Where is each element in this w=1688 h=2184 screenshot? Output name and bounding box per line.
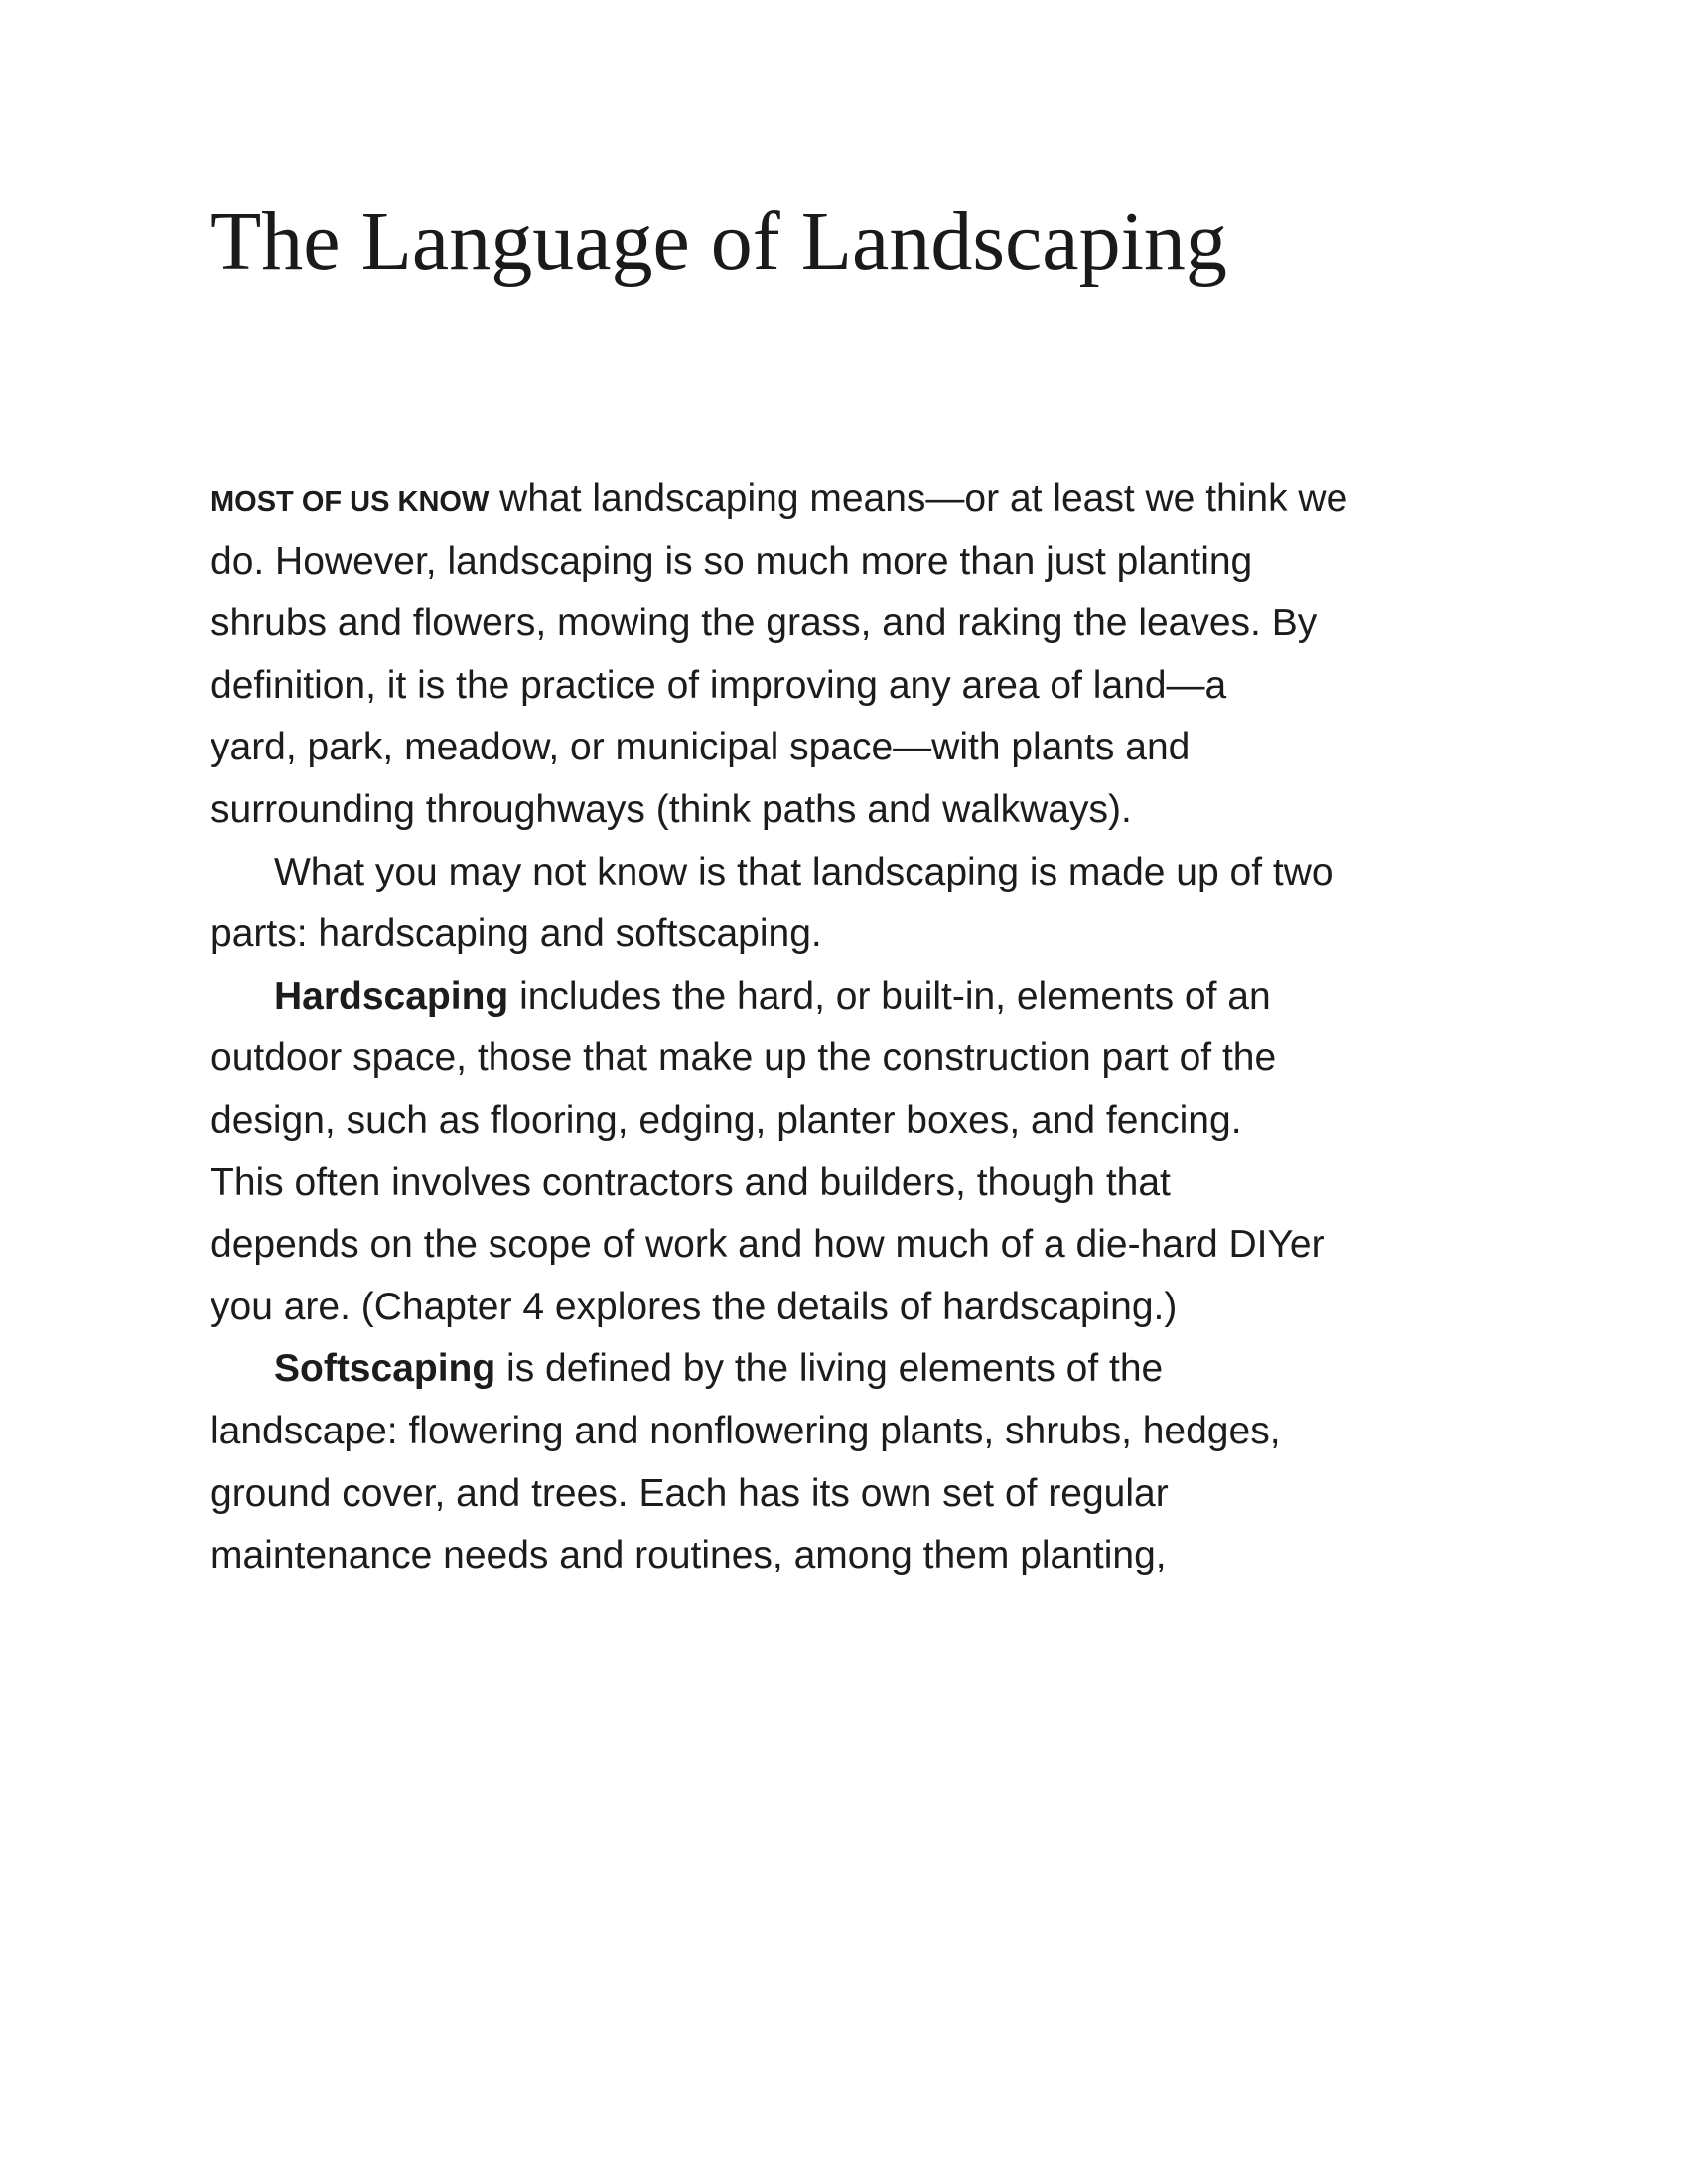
paragraph-softscaping <box>211 1338 1521 1586</box>
text-line <box>211 469 1521 531</box>
text-line: landscape: flowering and nonflowering plants, shrubs, hedges, <box>211 1409 1281 1452</box>
text-line: shrubs and flowers, mowing the grass, and raking the leaves. By <box>211 602 1318 645</box>
text-line: ground cover, and trees. Each has its own set of regular <box>211 1471 1169 1515</box>
text-line-content: is defined by the living elements of the <box>495 1347 1164 1391</box>
text-line: outdoor space, those that make up the construction part of the <box>211 1036 1277 1080</box>
text-line: What you may not know is that landscaping is made up of two <box>274 850 1334 893</box>
paragraph-hardscaping <box>211 966 1521 1339</box>
text-line: surrounding throughways (think paths and walkways). <box>211 787 1132 831</box>
text-line: definition, it is the practice of improving any area of land—a <box>211 663 1227 707</box>
text-line: do. However, landscaping is so much more than just planting <box>211 539 1253 583</box>
chapter-title: The Language of Landscaping <box>211 196 1227 288</box>
text-line: you are. (Chapter 4 explores the details of hardscaping.) <box>211 1285 1178 1328</box>
text-line-content: what landscaping means—or at least we think we <box>489 478 1348 520</box>
text-line: parts: hardscaping and softscaping. <box>211 912 822 956</box>
text-line: This often involves contractors and builders, though that <box>211 1160 1171 1204</box>
paragraph-two-parts <box>211 842 1521 966</box>
body-text <box>211 469 1521 1587</box>
lead-in: MOST OF US KNOW <box>211 486 490 518</box>
text-line-content: includes the hard, or built-in, elements of an <box>508 974 1271 1018</box>
term-hardscaping: Hardscaping <box>274 974 509 1018</box>
text-line <box>211 966 1521 1028</box>
text-line: design, such as flooring, edging, planter boxes, and fencing. <box>211 1098 1242 1142</box>
text-line: depends on the scope of work and how much of a die-hard DIYer <box>211 1223 1325 1267</box>
text-line: yard, park, meadow, or municipal space—with plants and <box>211 726 1191 769</box>
term-softscaping: Softscaping <box>274 1347 496 1391</box>
text-line: maintenance needs and routines, among them planting, <box>211 1534 1167 1577</box>
paragraph-intro <box>211 469 1521 842</box>
text-line <box>211 1338 1521 1401</box>
